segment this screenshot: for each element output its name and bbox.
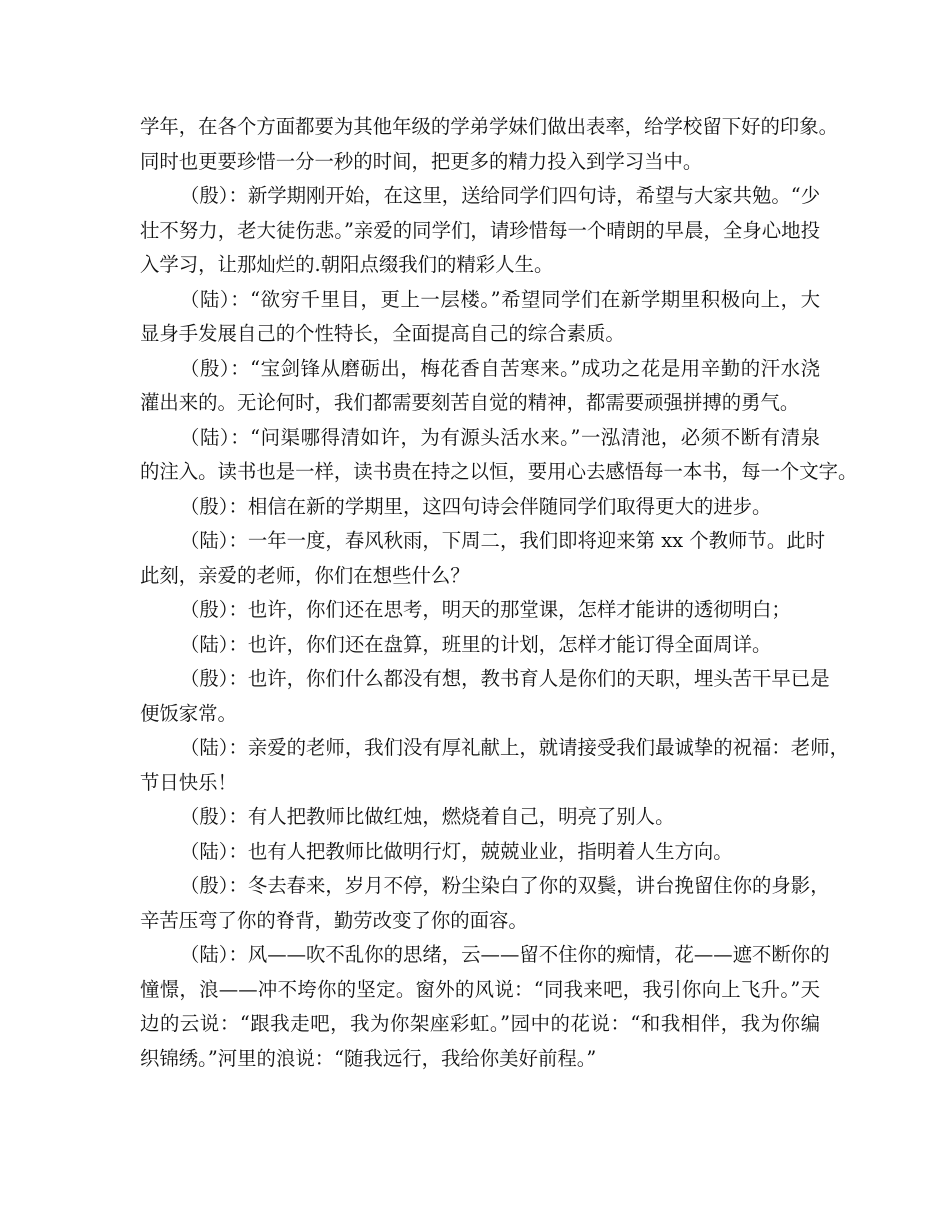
text-line: 辛苦压弯了你的脊背，勤劳改变了你的面容。 xyxy=(140,908,528,932)
text-line: 学年，在各个方面都要为其他年级的学弟学妹们做出表率，给学校留下好的印象。 xyxy=(140,115,839,138)
text-line: 边的云说：“跟我走吧，我为你架座彩虹。”园中的花说：“和我相伴，我为你编 xyxy=(140,1012,820,1035)
document-body xyxy=(140,110,858,1076)
text-line: （陆）：一年一度，春风秋雨，下周二，我们即将迎来第 xx 个教师节。此时 xyxy=(180,529,825,552)
text-line: （殷）：冬去春来，岁月不停，粉尘染白了你的双鬓，讲台挽留住你的身影， xyxy=(180,874,830,897)
text-line: 便饭家常。 xyxy=(140,701,237,725)
text-line: （殷）：也许，你们什么都没有想，教书育人是你们的天职，埋头苦干早已是 xyxy=(180,667,830,690)
text-line: 灌出来的。无论何时，我们都需要刻苦自觉的精神，都需要顽强拼搏的勇气。 xyxy=(140,391,800,414)
text-line: （殷）：新学期刚开始，在这里，送给同学们四句诗，希望与大家共勉。“少 xyxy=(180,184,821,207)
text-line: 此刻，亲爱的老师，你们在想些什么？ xyxy=(140,563,470,587)
text-line: （殷）：也许，你们还在思考，明天的那堂课，怎样才能讲的透彻明白； xyxy=(180,598,791,621)
text-line: 入学习，让那灿烂的.朝阳点缀我们的精彩人生。 xyxy=(140,253,554,276)
text-line: 壮不努力，老大徒伤悲。”亲爱的同学们，请珍惜每一个晴朗的早晨，全身心地投 xyxy=(140,218,820,242)
text-line: （陆）：“问渠哪得清如许，为有源头活水来。”一泓清池，必须不断有清泉 xyxy=(180,425,820,449)
text-line: （陆）：风——吹不乱你的思绪，云——留不住你的痴情，花——遮不断你的 xyxy=(180,943,830,966)
text-line: （殷）：相信在新的学期里，这四句诗会伴随同学们取得更大的进步。 xyxy=(180,494,772,518)
text-line: 显身手发展自己的个性特长，全面提高自己的综合素质。 xyxy=(140,322,625,345)
text-line: （陆）：“欲穷千里目，更上一层楼。”希望同学们在新学期里积极向上，大 xyxy=(180,287,820,311)
text-line: （陆）：亲爱的老师，我们没有厚礼献上，就请接受我们最诚挚的祝福：老师， xyxy=(180,736,849,759)
text-line: （陆）：也许，你们还在盘算，班里的计划，怎样才能订得全面周详。 xyxy=(180,632,772,656)
text-line: 憧憬，浪——冲不垮你的坚定。窗外的风说：“同我来吧，我引你向上飞升。”天 xyxy=(140,977,820,1001)
text-line: （陆）：也有人把教师比做明行灯，兢兢业业，指明着人生方向。 xyxy=(180,839,733,863)
text-line: 节日快乐！ xyxy=(140,770,237,794)
text-line: 同时也更要珍惜一分一秒的时间，把更多的精力投入到学习当中。 xyxy=(140,149,703,173)
text-line: 织锦绣。”河里的浪说：“随我远行，我给你美好前程。” xyxy=(140,1046,597,1070)
text-line: （殷）：“宝剑锋从磨砺出，梅花香自苦寒来。”成功之花是用辛勤的汗水浇 xyxy=(180,356,820,380)
text-line: 的注入。读书也是一样，读书贵在持之以恒，要用心去感悟每一本书，每一个文字。 xyxy=(140,460,858,483)
text-line: （殷）：有人把教师比做红烛，燃烧着自己，明亮了别人。 xyxy=(180,805,675,828)
